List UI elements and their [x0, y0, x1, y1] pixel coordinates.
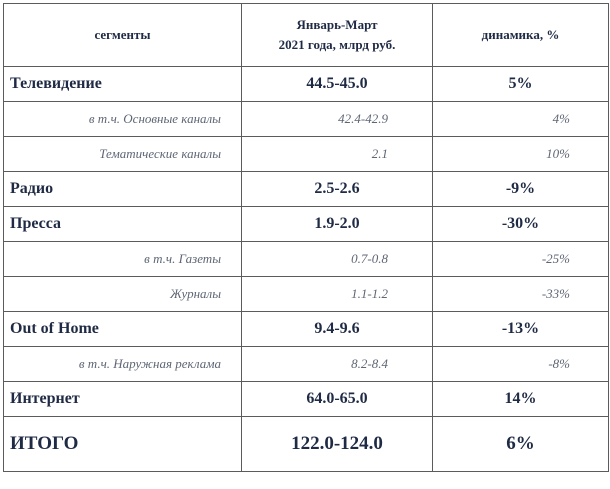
segment-cell: Интернет — [4, 382, 242, 417]
value-cell: 122.0-124.0 — [242, 417, 433, 472]
header-period-line2: 2021 года, млрд руб. — [278, 37, 396, 52]
segment-cell: Телевидение — [4, 67, 242, 102]
sub-row — [4, 137, 609, 172]
sub-row — [4, 347, 609, 382]
value-cell: 2.1 — [242, 137, 433, 172]
header-period — [242, 4, 433, 67]
value-cell: 2.5-2.6 — [242, 172, 433, 207]
segment-row — [4, 382, 609, 417]
dynamics-cell: 4% — [433, 102, 609, 137]
value-cell: 1.1-1.2 — [242, 277, 433, 312]
table-body — [4, 4, 609, 472]
total-row — [4, 417, 609, 472]
segment-cell: в т.ч. Газеты — [4, 242, 242, 277]
segment-cell: Out of Home — [4, 312, 242, 347]
header-segments: сегменты — [4, 4, 242, 67]
dynamics-cell: -25% — [433, 242, 609, 277]
segment-cell: Журналы — [4, 277, 242, 312]
segment-row — [4, 67, 609, 102]
value-cell: 8.2-8.4 — [242, 347, 433, 382]
value-cell: 0.7-0.8 — [242, 242, 433, 277]
value-cell: 44.5-45.0 — [242, 67, 433, 102]
dynamics-cell: -33% — [433, 277, 609, 312]
header-dynamics: динамика, % — [433, 4, 609, 67]
segment-row — [4, 207, 609, 242]
value-cell: 42.4-42.9 — [242, 102, 433, 137]
sub-row — [4, 242, 609, 277]
dynamics-cell: -8% — [433, 347, 609, 382]
ad-market-table — [3, 3, 609, 472]
header-row — [4, 4, 609, 67]
sub-row — [4, 277, 609, 312]
segment-cell: Пресса — [4, 207, 242, 242]
segment-cell: в т.ч. Наружная реклама — [4, 347, 242, 382]
value-cell: 64.0-65.0 — [242, 382, 433, 417]
segment-cell: Радио — [4, 172, 242, 207]
dynamics-cell: -9% — [433, 172, 609, 207]
sub-row — [4, 102, 609, 137]
dynamics-cell: -30% — [433, 207, 609, 242]
dynamics-cell: 10% — [433, 137, 609, 172]
header-period-line1: Январь-Март — [296, 17, 378, 32]
value-cell: 9.4-9.6 — [242, 312, 433, 347]
segment-row — [4, 312, 609, 347]
segment-cell: ИТОГО — [4, 417, 242, 472]
segment-cell: в т.ч. Основные каналы — [4, 102, 242, 137]
dynamics-cell: 6% — [433, 417, 609, 472]
segment-cell: Тематические каналы — [4, 137, 242, 172]
dynamics-cell: 5% — [433, 67, 609, 102]
dynamics-cell: -13% — [433, 312, 609, 347]
dynamics-cell: 14% — [433, 382, 609, 417]
value-cell: 1.9-2.0 — [242, 207, 433, 242]
segment-row — [4, 172, 609, 207]
